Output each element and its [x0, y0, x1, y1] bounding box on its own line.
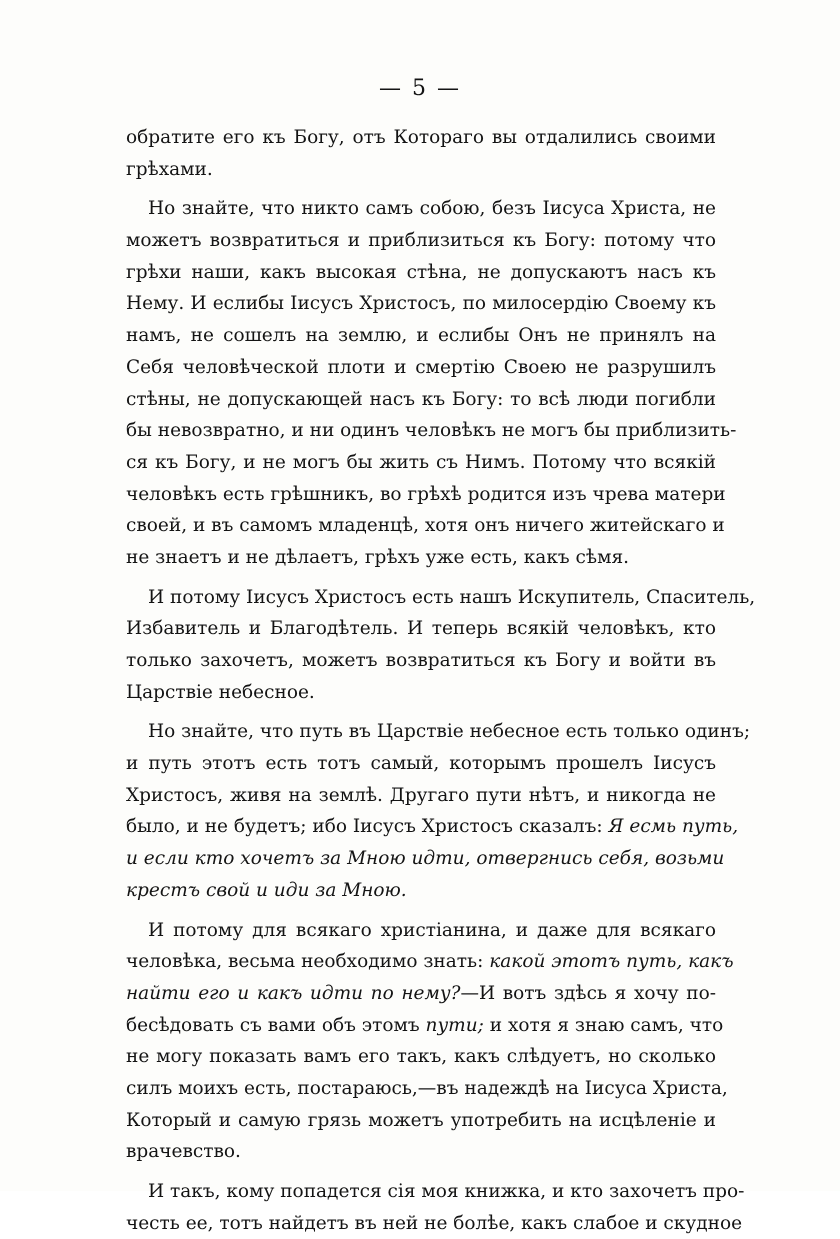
text-line [126, 1041, 716, 1073]
italic-quote: крестъ свой и иди за Мною. [126, 879, 407, 901]
text-line [126, 384, 716, 416]
text-line [126, 122, 716, 154]
paragraph [126, 1176, 745, 1239]
text-line [126, 978, 716, 1010]
text-line [126, 677, 716, 709]
text-line [126, 811, 739, 843]
text-line [126, 352, 716, 384]
text-line [126, 479, 726, 511]
text-line [126, 748, 716, 780]
text-line [126, 645, 716, 677]
paragraph-gap [126, 185, 716, 193]
text-run: было, и не будетъ; ибо Іисусъ Христосъ сказалъ: [126, 816, 609, 838]
text-line [126, 193, 716, 225]
text-run: честь ее, тотъ найдетъ въ ней не болѣе, какъ слабое и скудное [126, 1212, 743, 1234]
italic-quote: Я есмь путь, [608, 816, 739, 838]
text-line [126, 780, 716, 812]
text-line [126, 288, 716, 320]
italic-quote: и если кто хочетъ за Мною идти, отвергнись себя, возьми [126, 848, 725, 870]
text-run: и путь этотъ есть тотъ самый, которымъ прошелъ Іисусъ [126, 753, 716, 775]
text-run: Но знайте, что путь въ Царствіе небесное есть только одинъ; [148, 721, 751, 743]
text-line [126, 320, 716, 352]
text-run: человѣкъ есть грѣшникъ, во грѣхѣ родится изъ чрева матери [126, 483, 726, 505]
text-run: не знаетъ и не дѣлаетъ, грѣхъ уже есть, какъ сѣмя. [126, 546, 630, 568]
text-run: И потому Іисусъ Христосъ есть нашъ Искупитель, Спаситель, [148, 586, 756, 608]
text-run: Нему. И еслибы Іисусъ Христосъ, по милосердію Своему къ [126, 293, 716, 315]
paragraph [126, 716, 751, 906]
text-line [126, 716, 751, 748]
text-line [126, 613, 716, 645]
italic-quote: какой этотъ путь, какъ [489, 951, 734, 973]
text-line [126, 1136, 716, 1168]
text-run: Который и самую грязь можетъ употребить на исцѣленіе и [126, 1109, 716, 1131]
paragraph [126, 122, 716, 185]
text-line [126, 915, 716, 947]
text-line [126, 1105, 716, 1137]
paragraph-gap [126, 1168, 716, 1176]
paragraph-gap [126, 907, 716, 915]
text-line [126, 415, 737, 447]
text-run: своей, и въ самомъ младенцѣ, хотя онъ ничего житейскаго и [126, 515, 725, 537]
text-run: силъ моихъ есть, постараюсь,—въ надеждѣ на Іисуса Христа, [126, 1077, 728, 1099]
text-run: можетъ возвратиться и приблизиться къ Богу: потому что [126, 230, 716, 252]
body-text [126, 122, 756, 1239]
paragraph-gap [126, 708, 716, 716]
text-run: И такъ, кому попадется сія моя книжка, и кто захочетъ про- [148, 1181, 745, 1202]
text-line [126, 542, 716, 574]
paragraph [126, 193, 737, 573]
text-run: врачевство. [126, 1141, 241, 1163]
text-run: И потому для всякаго христіанина, и даже для всякаго [148, 919, 716, 941]
text-run: намъ, не сошелъ на землю, и еслибы Онъ не принялъ на [126, 325, 716, 347]
text-line [126, 1208, 743, 1239]
text-run: Царствіе небесное. [126, 681, 315, 703]
text-line [126, 843, 725, 875]
text-line [126, 447, 716, 479]
text-line [126, 510, 725, 542]
italic-quote: найти его и какъ идти по нему? [126, 982, 461, 1004]
text-run: Себя человѣческой плоти и смертію Своею не разрушилъ [126, 356, 716, 378]
text-run: обратите его къ Богу, отъ Котораго вы отдалились своими [126, 127, 716, 148]
paragraph-gap [126, 574, 716, 582]
text-line [126, 257, 716, 289]
text-run: бы невозвратно, и ни одинъ человѣкъ не могъ бы приблизить- [126, 420, 737, 442]
text-line [126, 946, 734, 978]
text-line [126, 875, 716, 907]
paragraph [126, 915, 734, 1169]
page-number: — 5 — [379, 76, 461, 101]
text-run: грѣхами. [126, 158, 213, 180]
text-run: не могу показать вамъ его такъ, какъ слѣдуетъ, но сколько [126, 1046, 716, 1068]
text-line [126, 154, 716, 186]
text-run: ся къ Богу, и не могъ бы жить съ Нимъ. Потому что всякій [126, 451, 716, 473]
text-line [126, 1010, 724, 1042]
text-run: Избавитель и Благодѣтель. И теперь всякій человѣкъ, кто [126, 618, 716, 640]
text-run: —И вотъ здѣсь я хочу по- [460, 982, 716, 1004]
text-line [126, 225, 716, 257]
text-run: и хотя я знаю самъ, что [483, 1014, 724, 1036]
text-run: только захочетъ, можетъ возвратиться къ Богу и войти въ [126, 650, 716, 671]
text-run: Христосъ, живя на землѣ. Другаго пути нѣтъ, и никогда не [126, 784, 716, 806]
text-run: Но знайте, что никто самъ собою, безъ Іисуса Христа, не [148, 198, 716, 220]
italic-quote: пути; [425, 1014, 484, 1036]
text-run: бесѣдовать съ вами объ этомъ [126, 1014, 426, 1036]
text-line [126, 1176, 745, 1208]
text-line [126, 1073, 728, 1105]
text-run: человѣка, весьма необходимо знать: [126, 951, 490, 973]
text-line [126, 582, 756, 614]
text-run: стѣны, не допускающей насъ къ Богу: то всѣ люди погибли [126, 388, 716, 410]
text-run: грѣхи наши, какъ высокая стѣна, не допускаютъ насъ къ [126, 261, 716, 283]
paragraph [126, 582, 756, 709]
